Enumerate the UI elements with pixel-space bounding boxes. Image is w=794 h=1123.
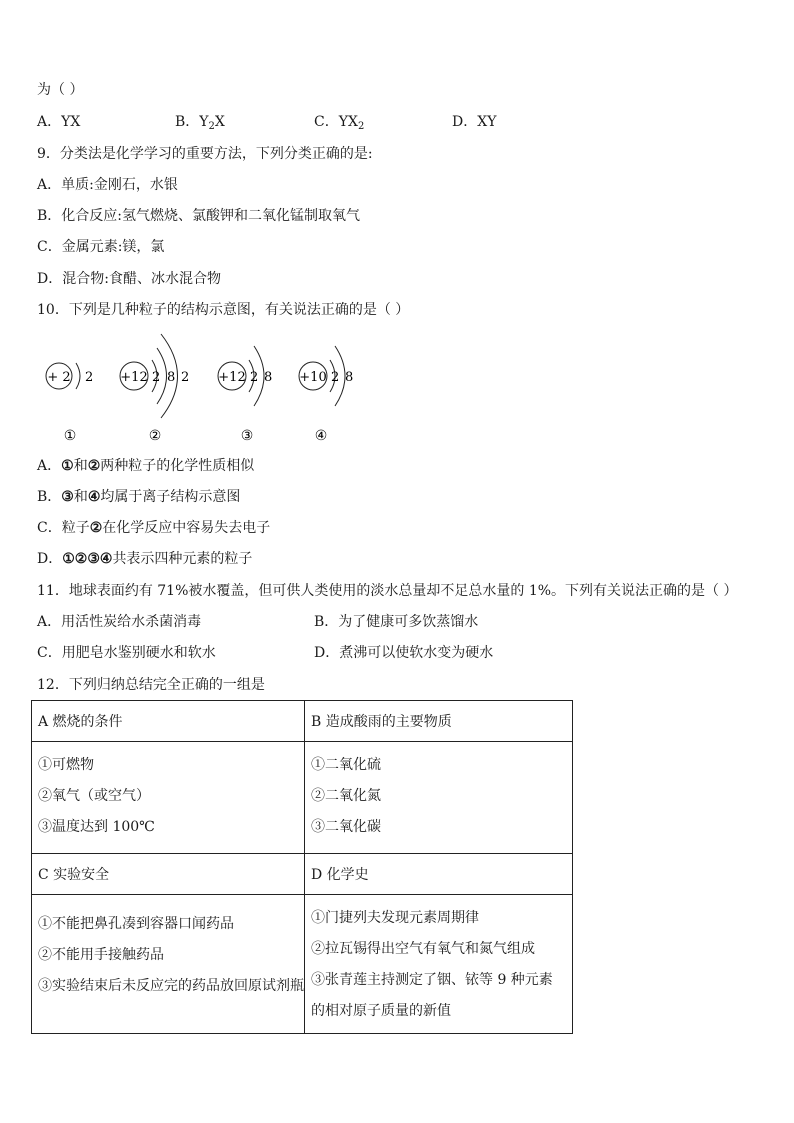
cell-c-body xyxy=(32,895,305,1034)
list-item: 的相对原子质量的新值 xyxy=(311,1003,451,1019)
electron-shell xyxy=(76,363,80,389)
q12-stem: 12．下列归纳总结完全正确的一组是 xyxy=(37,677,265,693)
subscript: 2 xyxy=(357,121,365,132)
q8-option-b xyxy=(175,112,225,137)
option-text: YX xyxy=(338,114,358,130)
list-item: ②氧气（或空气） xyxy=(38,788,150,804)
q9-option-b: B．化合反应:氢气燃烧、氯酸钾和二氧化锰制取氧气 xyxy=(37,208,361,224)
shell-electrons: 2 xyxy=(152,370,161,385)
q9-option-d: D．混合物:食醋、冰水混合物 xyxy=(37,271,221,287)
option-text: XY xyxy=(477,114,497,130)
q9-option-a: A．单质:金刚石，水银 xyxy=(37,177,178,193)
option-text: 两种粒子的化学性质相似 xyxy=(100,458,255,474)
option-text: 共表示四种元素的粒子 xyxy=(112,551,253,567)
q10-option-b xyxy=(37,487,240,507)
q11-option-b: B．为了健康可多饮蒸馏水 xyxy=(314,614,479,630)
option-letter: B． xyxy=(37,489,62,505)
shell-electrons: 8 xyxy=(264,370,273,385)
option-letter: D． xyxy=(37,551,63,567)
q8-option-c xyxy=(314,112,364,137)
particle-2 xyxy=(120,334,189,444)
option-bold: ② xyxy=(87,458,101,474)
q11-option-d: D．煮沸可以使软水变为硬水 xyxy=(314,645,494,661)
shell-electrons: 2 xyxy=(181,370,190,385)
option-text: 均属于离子结构示意图 xyxy=(100,489,241,505)
nucleus-charge: +10 xyxy=(299,370,327,385)
option-text-post: X xyxy=(214,114,225,130)
option-letter: D． xyxy=(452,114,478,130)
option-letter: A． xyxy=(37,114,62,130)
nucleus-charge: +12 xyxy=(120,370,148,385)
cell-a-body xyxy=(32,742,305,854)
particle-1 xyxy=(46,363,93,444)
shell-electrons: 8 xyxy=(345,370,354,385)
shell-electrons: 8 xyxy=(167,370,176,385)
shell-electrons: 2 xyxy=(331,370,340,385)
cell-c-title: C 实验安全 xyxy=(32,854,305,895)
list-item: ①二氧化硫 xyxy=(311,757,381,773)
cell-d-body xyxy=(305,895,573,1034)
atomic-structure-diagrams xyxy=(0,330,794,455)
option-text: 在化学反应中容易失去电子 xyxy=(102,520,271,536)
particle-label: ④ xyxy=(314,428,328,444)
subscript: 2 xyxy=(208,121,215,132)
option-bold: ①②③④ xyxy=(62,551,113,567)
list-item: ①可燃物 xyxy=(38,757,94,773)
option-text: Y xyxy=(199,114,209,130)
option-text: 和 xyxy=(73,489,88,505)
q8-continuation: 为（ ） xyxy=(37,82,84,98)
q10-stem: 10．下列是几种粒子的结构示意图，有关说法正确的是（ ） xyxy=(37,302,410,318)
q10-option-c xyxy=(37,518,270,538)
list-item: ③二氧化碳 xyxy=(311,819,381,835)
list-item: ③张青莲主持测定了铟、铱等 9 种元素 xyxy=(311,972,553,988)
list-item: ②拉瓦锡得出空气有氧气和氮气组成 xyxy=(311,941,535,957)
particle-label: ② xyxy=(148,428,162,444)
cell-d-title: D 化学史 xyxy=(305,854,573,895)
particle-label: ① xyxy=(63,428,77,444)
particle-3 xyxy=(218,346,272,444)
particle-label: ③ xyxy=(240,428,254,444)
nucleus-charge: +12 xyxy=(218,370,246,385)
cell-b-title: B 造成酸雨的主要物质 xyxy=(305,701,573,742)
q10-option-d xyxy=(37,549,252,569)
option-text: 和 xyxy=(73,458,88,474)
option-letter: C． xyxy=(314,114,339,130)
list-item: ②不能用手接触药品 xyxy=(38,947,164,963)
option-bold: ② xyxy=(89,520,103,536)
q11-option-a: A．用活性炭给水杀菌消毒 xyxy=(37,614,202,630)
option-bold: ① xyxy=(61,458,74,474)
q8-option-d xyxy=(452,112,496,132)
q9-option-c: C．金属元素:镁，氯 xyxy=(37,239,165,255)
option-text: YX xyxy=(61,114,81,130)
q11-option-c: C．用肥皂水鉴别硬水和软水 xyxy=(37,645,216,661)
option-bold: ④ xyxy=(87,489,101,505)
list-item: ②二氧化氮 xyxy=(311,788,381,804)
q12-summary-table xyxy=(31,700,573,1034)
shell-electrons: 2 xyxy=(250,370,259,385)
q8-option-a xyxy=(37,112,80,132)
list-item: ③实验结束后未反应完的药品放回原试剂瓶 xyxy=(38,978,304,994)
nucleus-charge: + 2 xyxy=(47,370,71,385)
list-item: ①门捷列夫发现元素周期律 xyxy=(311,910,479,926)
option-letter: B． xyxy=(175,114,200,130)
option-letter: A． xyxy=(37,458,62,474)
cell-b-body xyxy=(305,742,573,854)
option-letter: C． xyxy=(37,520,62,536)
option-text: 粒子 xyxy=(61,520,90,536)
list-item: ①不能把鼻孔凑到容器口闻药品 xyxy=(38,916,234,932)
shell-electrons: 2 xyxy=(85,370,94,385)
q9-stem: 9．分类法是化学学习的重要方法，下列分类正确的是: xyxy=(37,146,373,162)
q10-option-a xyxy=(37,456,254,476)
cell-a-title: A 燃烧的条件 xyxy=(32,701,305,742)
option-bold: ③ xyxy=(61,489,74,505)
q11-stem: 11．地球表面约有 71%被水覆盖，但可供人类使用的淡水总量却不足总水量的 1%。下列有关说法正确的是（ ） xyxy=(37,583,738,599)
particle-4 xyxy=(299,346,353,444)
list-item: ③温度达到 100℃ xyxy=(38,819,155,835)
